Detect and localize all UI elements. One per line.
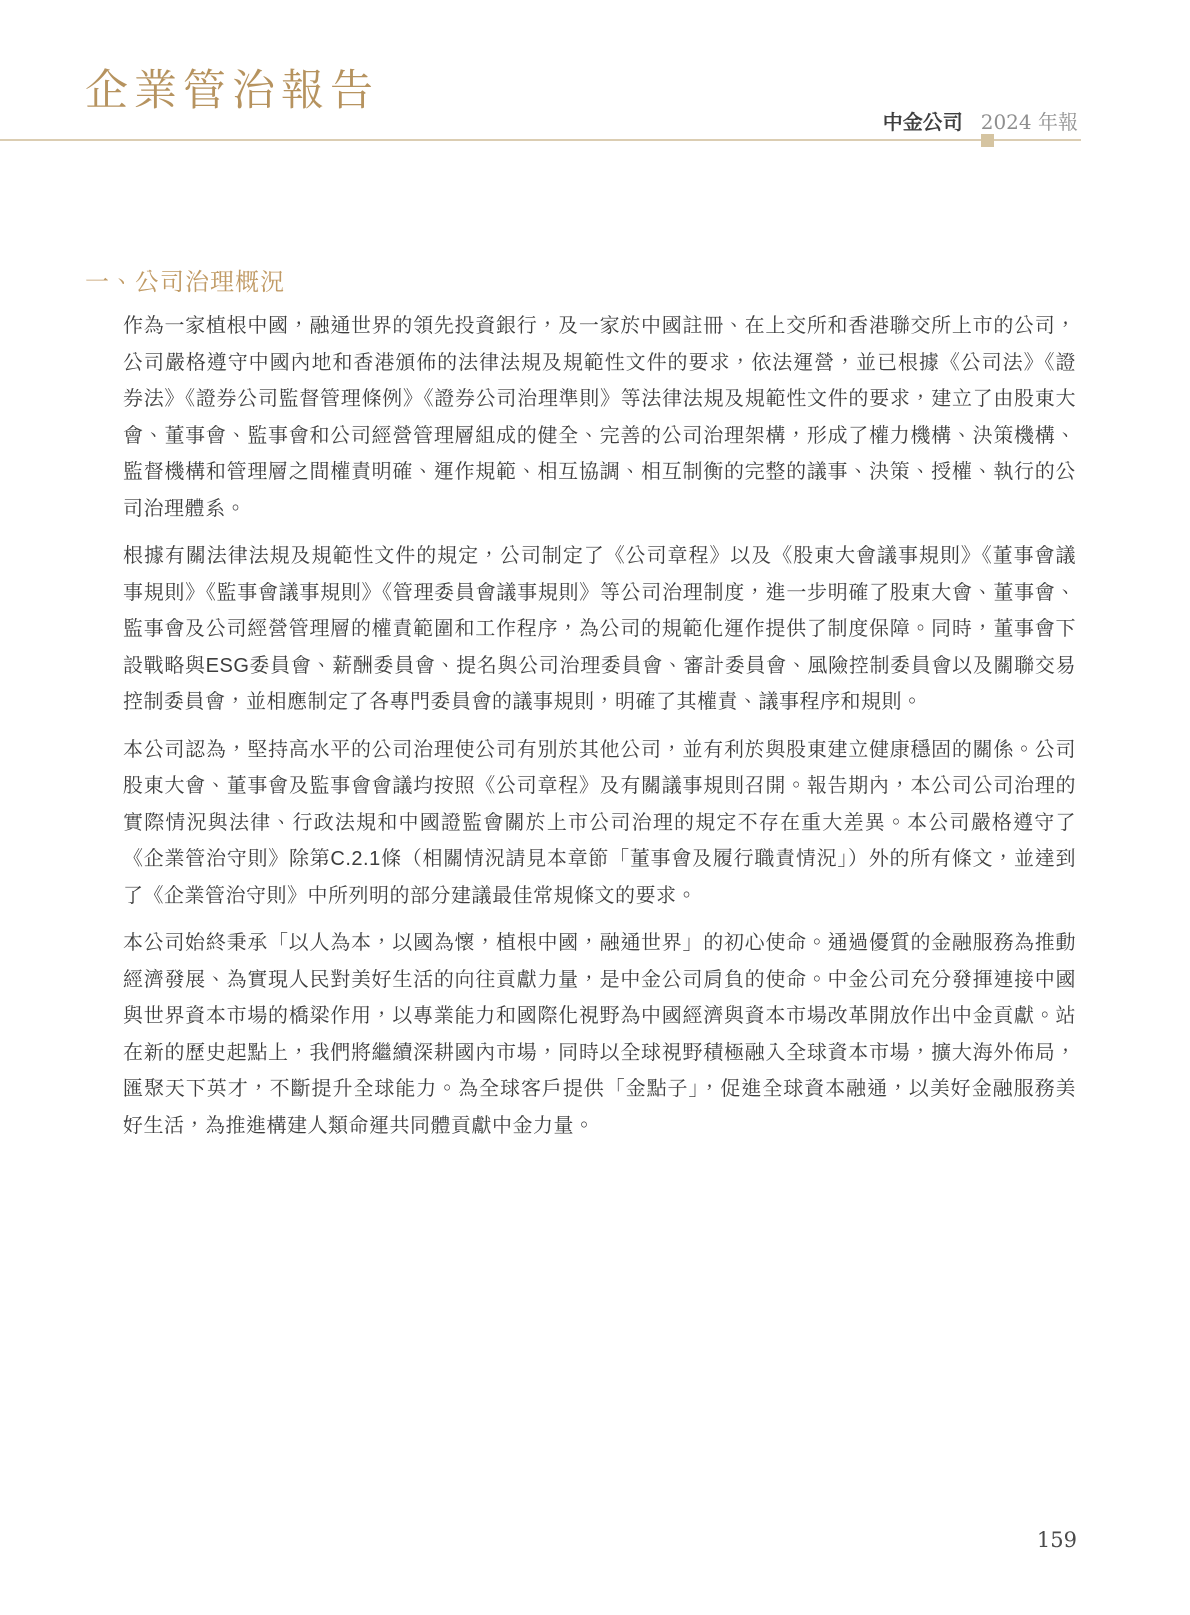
- section-heading: 一、公司治理概況: [85, 269, 285, 296]
- paragraph-governance-system: 根據有關法律法規及規範性文件的規定，公司制定了《公司章程》以及《股東大會議事規則》《董事會議事規則》《監事會議事規則》《管理委員會議事規則》等公司治理制度，進一步明確了股東大會、董事會、監事會及公司經營管理層的權責範圍和工作程序，為公司的規範化運作提供了制度保障。同時，董事會下設戰略與ESG委員會、薪酬委員會、提名與公司治理委員會、審計委員會、風險控制委員會以及關聯交易控制委員會，並相應制定了各專門委員會的議事規則，明確了其權責、議事程序和規則。: [123, 545, 1076, 713]
- paragraph-governance-compliance: 本公司認為，堅持高水平的公司治理使公司有別於其他公司，並有利於與股東建立健康穩固的關係。公司股東大會、董事會及監事會會議均按照《公司章程》及有關議事規則召開。報告期內，本公司公司治理的實際情況與法律、行政法規和中國證監會關於上市公司治理的規定不存在重大差異。本公司嚴格遵守了《企業管治守則》除第C.2.1條（相關情況請見本章節「董事會及履行職責情況」）外的所有條文，並達到了《企業管治守則》中所列明的部分建議最佳常規條文的要求。: [123, 738, 1076, 907]
- header-brand: [883, 106, 1078, 135]
- company-name: 中金公司: [882, 110, 963, 134]
- report-year: 2024 年報: [980, 110, 1078, 134]
- body-content: [123, 308, 1076, 1155]
- header-divider-line: [0, 139, 1081, 141]
- paragraph-mission: 本公司始終秉承「以人為本，以國為懷，植根中國，融通世界」的初心使命。通過優質的金融服務為推動經濟發展、為實現人民對美好生活的向往貢獻力量，是中金公司肩負的使命。中金公司充分發揮連接中國與世界資本市場的橋梁作用，以專業能力和國際化視野為中國經濟與資本市場改革開放作出中金貢獻。站在新的歷史起點上，我們將繼續深耕國內市場，同時以全球視野積極融入全球資本市場，擴大海外佈局，匯聚天下英才，不斷提升全球能力。為全球客戶提供「金點子」，促進全球資本融通，以美好金融服務美好生活，為推進構建人類命運共同體貢獻中金力量。: [123, 932, 1076, 1137]
- paragraph-governance-overview: 作為一家植根中國，融通世界的領先投資銀行，及一家於中國註冊、在上交所和香港聯交所上市的公司，公司嚴格遵守中國內地和香港頒佈的法律法規及規範性文件的要求，依法運營，並已根據《公司法》《證券法》《證券公司監督管理條例》《證券公司治理準則》等法律法規及規範性文件的要求，建立了由股東大會、董事會、監事會和公司經營管理層組成的健全、完善的公司治理架構，形成了權力機構、決策機構、監督機構和管理層之間權責明確、運作規範、相互協調、相互制衡的完整的議事、決策、授權、執行的公司治理體系。: [123, 315, 1076, 520]
- page-number: 159: [1036, 1528, 1077, 1552]
- page-title: 企業管治報告: [85, 66, 379, 116]
- header-divider-square: [981, 134, 994, 147]
